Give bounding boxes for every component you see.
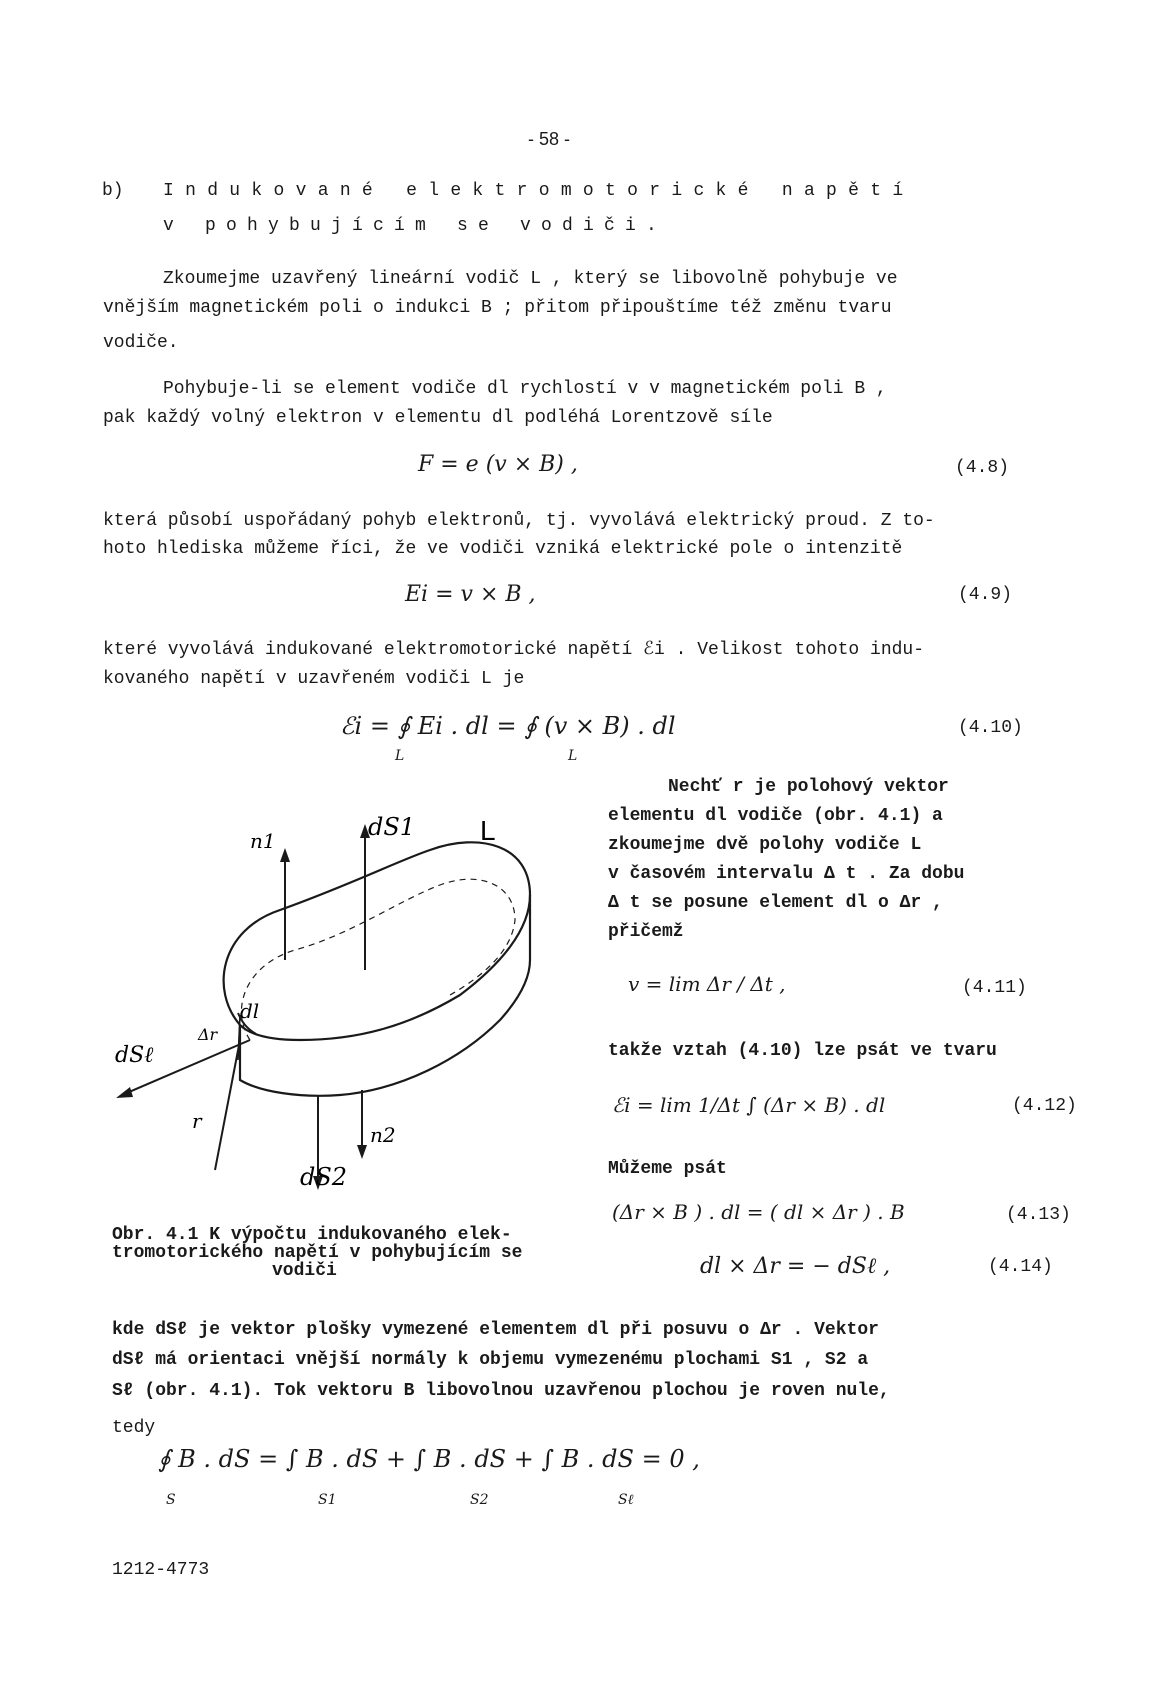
conductor-top-outline (224, 842, 530, 1040)
right-col-line3: zkoumejme dvě polohy vodiče L (608, 835, 922, 855)
paragraph-2-line1: Pohybuje-li se element vodiče dl rychlostí v v magnetickém poli B , (163, 379, 887, 399)
paragraph-4-line1: které vyvolává indukované elektromotorické napětí ℰi . Velikost tohoto indu- (103, 640, 925, 660)
equation-4-8: F = e (v × B) , (418, 452, 578, 477)
equation-4-13-number: (4.13) (1006, 1205, 1071, 1225)
label-dS1: dS1 (368, 813, 416, 841)
bottom-paragraph-line1: kde dSℓ je vektor plošky vymezené elementem dl při posuvu o Δr . Vektor (112, 1320, 879, 1340)
paragraph-1-line3: vodiče. (103, 333, 179, 353)
equation-4-12-number: (4.12) (1012, 1096, 1077, 1116)
equation-flux-sub-S1: S1 (318, 1492, 337, 1508)
figure-4-1 (100, 790, 600, 1210)
label-n1: n1 (250, 829, 276, 853)
label-dSl: dSℓ (115, 1043, 154, 1068)
paragraph-1-line1: Zkoumejme uzavřený lineární vodič L , který se libovolně pohybuje ve (163, 269, 898, 289)
section-title-line1: Indukované elektromotorické napětí (163, 181, 915, 201)
equation-4-9: Ei = v × B , (405, 582, 536, 607)
right-col-line1: Nechť r je polohový vektor (668, 777, 949, 797)
bottom-paragraph-line3: Sℓ (obr. 4.1). Tok vektoru B libovolnou uzavřenou plochou je roven nule, (112, 1381, 890, 1401)
figure-caption-line1: Obr. 4.1 K výpočtu indukovaného elek- (112, 1225, 512, 1245)
conductor-side-front (240, 895, 530, 1096)
dSl-arrowhead (116, 1087, 133, 1098)
equation-flux-sub-S2: S2 (470, 1492, 489, 1508)
equation-4-8-number: (4.8) (955, 458, 1010, 478)
equation-4-10-sub-L1: L (395, 748, 405, 764)
section-label: b) (102, 181, 124, 201)
right-col-line6: přičemž (608, 922, 684, 942)
equation-4-10-sub-L2: L (568, 748, 578, 764)
label-L: L (480, 815, 496, 846)
figure-caption-line2: tromotorického napětí v pohybujícím se (112, 1243, 523, 1263)
equation-4-14: dl × Δr = − dSℓ , (700, 1254, 891, 1279)
label-r: r (192, 1109, 202, 1133)
right-col-line7: takže vztah (4.10) lze psát ve tvaru (608, 1041, 997, 1061)
equation-4-9-number: (4.9) (958, 585, 1013, 605)
label-dr: Δr (198, 1025, 218, 1044)
label-dS2: dS2 (300, 1163, 348, 1191)
paragraph-2-line2: pak každý volný elektron v elementu dl podléhá Lorentzově síle (103, 408, 773, 428)
equation-flux-sub-S: S (166, 1492, 176, 1508)
paragraph-1-line2: vnějším magnetickém poli o indukci B ; přitom připouštíme též změnu tvaru (103, 298, 892, 318)
paragraph-4-line2: kovaného napětí v uzavřeném vodiči L je (103, 669, 525, 689)
footer-code: 1212-4773 (112, 1560, 210, 1580)
bottom-paragraph-line4: tedy (112, 1418, 156, 1438)
equation-flux-closed-surface: ∮ B . dS = ∫ B . dS + ∫ B . dS + ∫ B . dS = 0 , (158, 1445, 700, 1473)
equation-4-14-number: (4.14) (988, 1257, 1053, 1277)
section-title-line2: v pohybujícím se vodiči. (163, 216, 668, 236)
equation-4-13: (Δr × B ) . dl = ( dl × Δr ) . B (612, 1200, 905, 1224)
conductor-dashed-contour (241, 879, 515, 1040)
right-col-line5: Δ t se posune element dl o Δr , (608, 893, 943, 913)
normal-n2-arrowhead (357, 1145, 367, 1159)
page-number: - 58 - (528, 129, 571, 149)
right-col-line4: v časovém intervalu Δ t . Za dobu (608, 864, 965, 884)
figure-caption-line3: vodiči (272, 1261, 337, 1281)
normal-n1-arrowhead (280, 848, 290, 862)
right-col-line8: Můžeme psát (608, 1159, 727, 1179)
label-dl: dl (240, 999, 260, 1023)
position-vector-r (215, 1040, 240, 1170)
equation-4-11: v = lim Δr / Δt , (628, 972, 786, 996)
equation-4-11-number: (4.11) (962, 978, 1027, 998)
equation-flux-sub-Sl: Sℓ (618, 1492, 634, 1508)
equation-4-10-number: (4.10) (958, 718, 1023, 738)
equation-4-12: ℰi = lim 1/Δt ∫ (Δr × B) . dl (612, 1093, 886, 1117)
bottom-paragraph-line2: dSℓ má orientaci vnější normály k objemu vymezenému plochami S1 , S2 a (112, 1350, 869, 1370)
equation-4-10: ℰi = ∮ Ei . dl = ∮ (v × B) . dl (340, 712, 676, 740)
label-n2: n2 (370, 1123, 396, 1147)
paragraph-3-line2: hoto hlediska můžeme říci, že ve vodiči vzniká elektrické pole o intenzitě (103, 539, 903, 559)
paragraph-3-line1: která působí uspořádaný pohyb elektronů, tj. vyvolává elektrický proud. Z to- (103, 511, 935, 531)
right-col-line2: elementu dl vodiče (obr. 4.1) a (608, 806, 943, 826)
